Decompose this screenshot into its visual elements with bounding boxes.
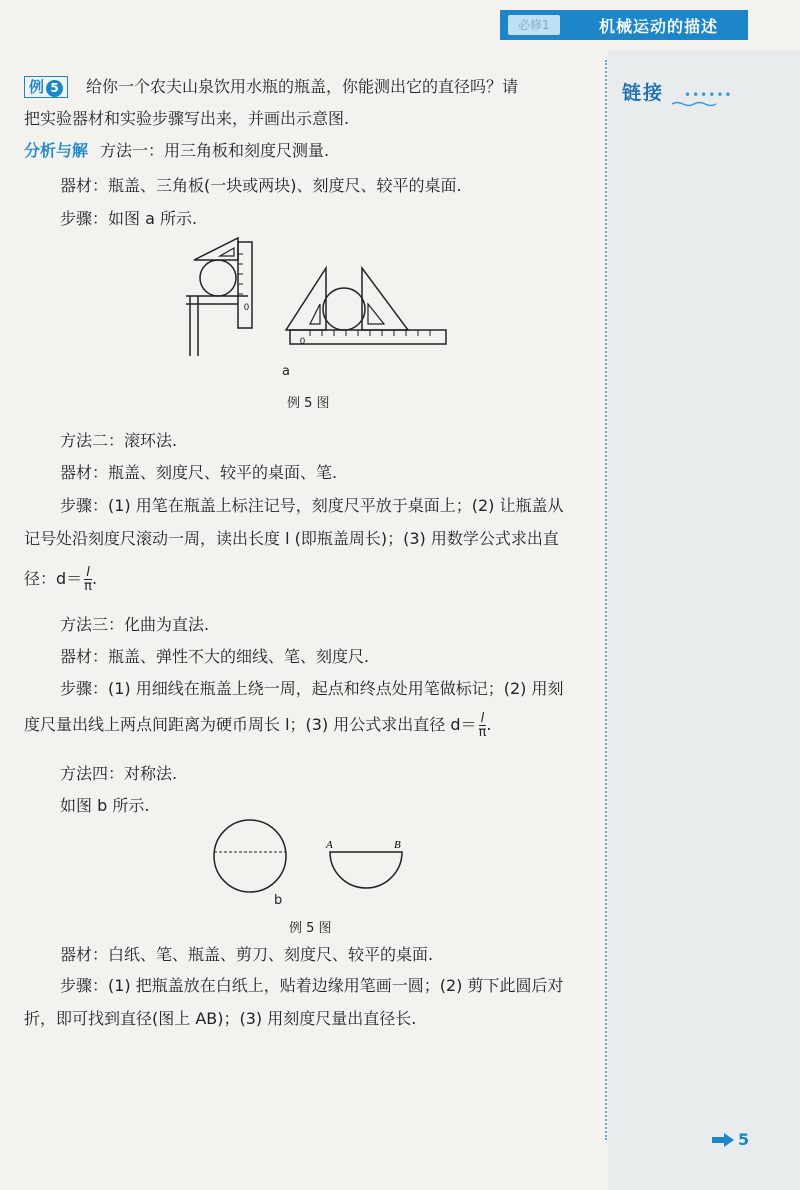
method1-title: 分析与解 方法一：用三角板和刻度尺测量. [24,141,330,160]
arrow-right-icon [712,1133,734,1147]
method4-steps-line2: 折，即可找到直径(图上 AB)；(3) 用刻度尺量出直径长. [24,1009,417,1028]
method4-equipment: 器材：白纸、笔、瓶盖、剪刀、刻度尺、较平的桌面. [60,945,434,964]
fraction-l-over-pi: $\frac{l}{\pi}$ [84,565,92,594]
method2-equipment: 器材：瓶盖、刻度尺、较平的桌面、笔. [60,463,338,482]
method3-steps-line1: 步骤：(1) 用细线在瓶盖上绕一周，起点和终点处用笔做标记；(2) 用刻 [60,679,564,698]
figure-a-zero-left: 0 [244,302,250,312]
method2-title: 方法二：滚环法. [60,431,178,450]
point-a-label: A [326,839,333,851]
example-badge: 例 5 [24,76,68,98]
chapter-title: 机械运动的描述 [598,16,718,36]
example-number: 5 [46,80,63,97]
page-number: 5 [738,1130,750,1149]
wave-icon [672,101,716,107]
point-b-label: B [394,839,401,851]
fraction-l-over-pi-2: $\frac{l}{\pi}$ [478,711,487,740]
method2-steps-line2: 记号处沿刻度尺滚动一周，读出长度 l (即瓶盖周长)；(3) 用数学公式求出直 [24,529,559,548]
method4-ref: 如图 b 所示. [60,796,150,815]
link-title: 链接 [622,82,665,104]
method2-steps-line1: 步骤：(1) 用笔在瓶盖上标注记号，刻度尺平放于桌面上；(2) 让瓶盖从 [60,496,564,515]
example-question-line2: 把实验器材和实验步骤写出来，并画出示意图. [24,109,350,128]
link-dots: •••••• [684,88,733,102]
method2-steps-line3: 径：d＝ $\frac{l}{\pi}$ . [24,565,98,594]
method4-title: 方法四：对称法. [60,764,178,783]
analysis-label: 分析与解 [24,141,89,160]
figure-b-diagram [212,818,412,900]
figure-a-caption: 例 5 图 [287,396,330,411]
method1-equipment: 器材：瓶盖、三角板(一块或两块)、刻度尺、较平的桌面. [60,176,462,195]
chapter-header [500,10,748,40]
method4-steps-line1: 步骤：(1) 把瓶盖放在白纸上，贴着边缘用笔画一圆；(2) 剪下此圆后对 [60,976,564,995]
sidebar-divider [605,60,607,1140]
link-sidebar [608,50,800,1190]
figure-a-sublabel: a [282,364,290,379]
chapter-badge: 必修1 [508,15,560,35]
figure-a-diagram [186,234,456,364]
method3-steps-line2: 度尺量出线上两点间距离为硬币周长 l；(3) 用公式求出直径 d＝ $\frac{l}{\pi}$ . [24,711,492,740]
method3-title: 方法三：化曲为直法. [60,615,210,634]
figure-b-sublabel: b [274,893,283,908]
figure-a-zero-bottom: 0 [300,336,306,346]
method3-equipment: 器材：瓶盖、弹性不大的细线、笔、刻度尺. [60,647,370,666]
example-question-line1: 例 5 给你一个农夫山泉饮用水瓶的瓶盖，你能测出它的直径吗？请 [24,76,518,98]
method1-steps: 步骤：如图 a 所示. [60,209,198,228]
figure-b-caption: 例 5 图 [289,921,332,936]
